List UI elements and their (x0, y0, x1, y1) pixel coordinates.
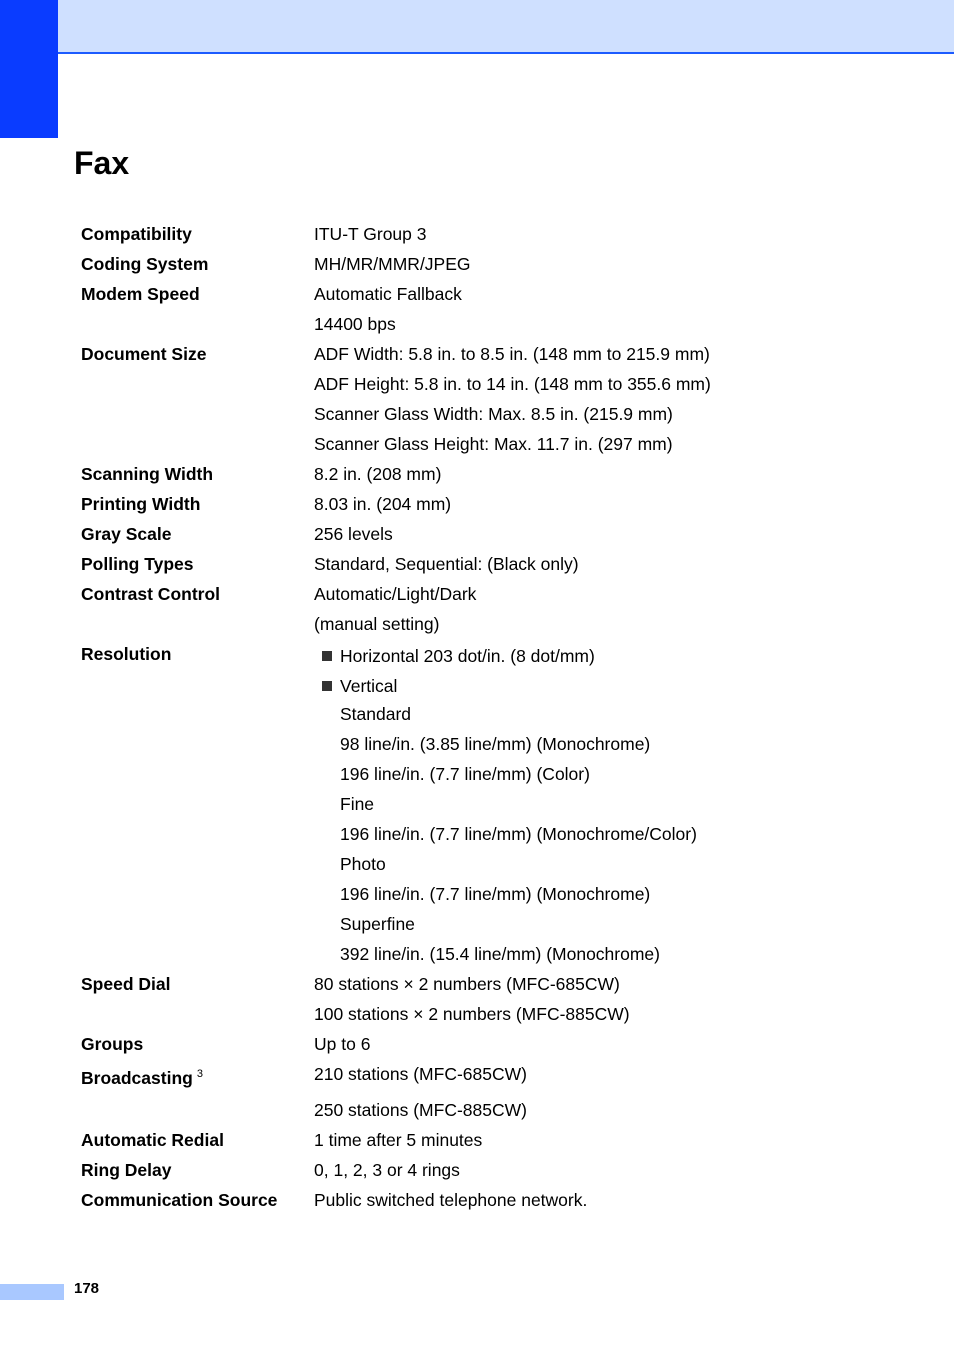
spec-label: Speed Dial (81, 974, 171, 994)
spec-value: Standard, Sequential: (Black only) (314, 554, 579, 574)
spec-label: Ring Delay (81, 1160, 172, 1180)
spec-row-speed-dial (81, 971, 901, 1031)
spec-label: Communication Source (81, 1190, 278, 1210)
spec-row-automatic-redial (81, 1127, 901, 1157)
spec-label: Compatibility (81, 224, 192, 244)
spec-subvalue: 98 line/in. (3.85 line/mm) (Monochrome) (340, 734, 651, 754)
spec-label-group (81, 1061, 314, 1091)
bullet-square-icon (322, 681, 332, 691)
spec-row-document-size (81, 341, 901, 461)
spec-value: Horizontal 203 dot/in. (8 dot/mm) (340, 646, 595, 666)
spec-row-ring-delay (81, 1157, 901, 1187)
spec-label: Automatic Redial (81, 1130, 224, 1150)
spec-row-compatibility (81, 221, 901, 251)
spec-subvalue: Superfine (340, 914, 415, 934)
spec-label: Modem Speed (81, 284, 200, 304)
spec-table (81, 221, 901, 1217)
spec-label: Coding System (81, 254, 209, 274)
spec-label: Contrast Control (81, 584, 221, 604)
spec-value: Automatic/Light/Dark (314, 584, 477, 604)
spec-subvalue: Fine (340, 794, 375, 814)
spec-label: Document Size (81, 344, 207, 364)
spec-row-coding-system (81, 251, 901, 281)
spec-value: Scanner Glass Width: Max. 8.5 in. (215.9 mm) (314, 404, 673, 424)
spec-row-modem-speed (81, 281, 901, 341)
spec-value: 250 stations (MFC-885CW) (314, 1100, 527, 1120)
footer-band (0, 1284, 64, 1300)
spec-label: Polling Types (81, 554, 194, 574)
footnote-marker: 3 (196, 1068, 203, 1080)
spec-value: 14400 bps (314, 314, 396, 334)
spec-row-printing-width (81, 491, 901, 521)
spec-value: 1 time after 5 minutes (314, 1130, 483, 1150)
spec-label: Groups (81, 1034, 144, 1054)
spec-label: Scanning Width (81, 464, 214, 484)
spec-row-communication-source (81, 1187, 901, 1217)
spec-label: Gray Scale (81, 524, 172, 544)
spec-subvalue: 392 line/in. (15.4 line/mm) (Monochrome) (340, 944, 660, 964)
spec-value: (manual setting) (314, 614, 440, 634)
spec-value: 80 stations × 2 numbers (MFC-685CW) (314, 974, 620, 994)
spec-subvalue: 196 line/in. (7.7 line/mm) (Monochrome) (340, 884, 651, 904)
spec-value: ADF Height: 5.8 in. to 14 in. (148 mm to 355.6 mm) (314, 374, 711, 394)
header-band (0, 0, 954, 54)
spec-value: Vertical (340, 676, 398, 696)
spec-subvalue: 196 line/in. (7.7 line/mm) (Color) (340, 764, 590, 784)
spec-subvalue: Standard (340, 704, 412, 724)
spec-value: Automatic Fallback (314, 284, 462, 304)
spec-value: 8.03 in. (204 mm) (314, 494, 452, 514)
spec-label: Resolution (81, 644, 172, 664)
resolution-vertical (314, 671, 901, 701)
spec-label: Broadcasting (81, 1067, 193, 1088)
spec-row-broadcasting (81, 1061, 901, 1127)
spec-row-polling-types (81, 551, 901, 581)
spec-row-gray-scale (81, 521, 901, 551)
page-number: 178 (74, 1280, 100, 1297)
spec-row-scanning-width (81, 461, 901, 491)
bullet-square-icon (322, 651, 332, 661)
spec-row-resolution (81, 641, 901, 971)
spec-value: MH/MR/MMR/JPEG (314, 254, 471, 274)
resolution-horizontal (314, 641, 901, 671)
spec-value: 100 stations × 2 numbers (MFC-885CW) (314, 1004, 630, 1024)
spec-value: ADF Width: 5.8 in. to 8.5 in. (148 mm to 215.9 mm) (314, 344, 710, 364)
spec-subvalue: 196 line/in. (7.7 line/mm) (Monochrome/Color) (340, 824, 697, 844)
spec-value: 8.2 in. (208 mm) (314, 464, 442, 484)
spec-value: ITU-T Group 3 (314, 224, 427, 244)
spec-subvalue: Photo (340, 854, 386, 874)
chapter-tab (0, 0, 58, 138)
spec-row-groups (81, 1031, 901, 1061)
spec-value: 0, 1, 2, 3 or 4 rings (314, 1160, 460, 1180)
spec-value: 256 levels (314, 524, 393, 544)
spec-value: 210 stations (MFC-685CW) (314, 1064, 527, 1084)
page-title: Fax (74, 145, 130, 181)
spec-value: Public switched telephone network. (314, 1190, 588, 1210)
spec-value: Scanner Glass Height: Max. 11.7 in. (297 mm) (314, 434, 673, 454)
spec-value: Up to 6 (314, 1034, 371, 1054)
spec-label: Printing Width (81, 494, 201, 514)
spec-row-contrast-control (81, 581, 901, 641)
